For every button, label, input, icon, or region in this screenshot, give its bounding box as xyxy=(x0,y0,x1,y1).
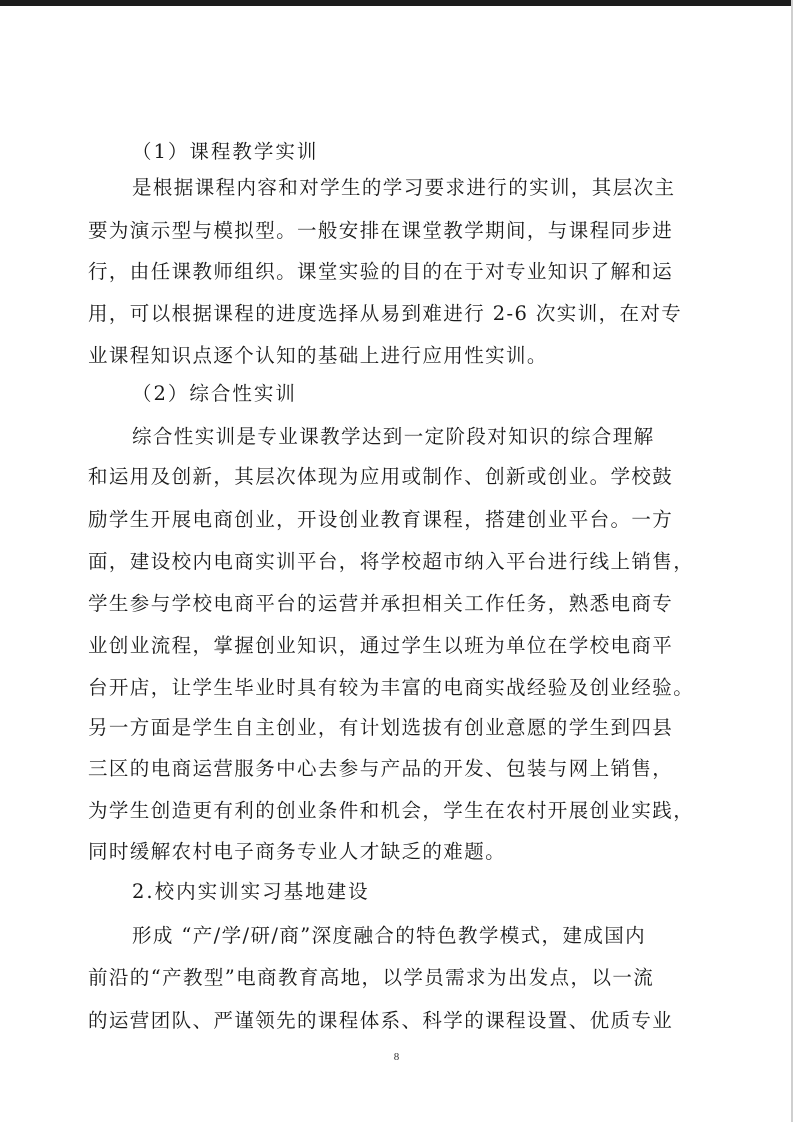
paragraph-line: 三区的电商运营服务中心去参与产品的开发、包装与网上销售， xyxy=(88,757,674,780)
paragraph-line: 综合性实训是专业课教学达到一定阶段对知识的综合理解 xyxy=(132,425,655,448)
paragraph-line: 为学生创造更有利的创业条件和机会，学生在农村开展创业实践， xyxy=(88,799,695,822)
paragraph-line: 面，建设校内电商实训平台，将学校超市纳入平台进行线上销售， xyxy=(88,550,695,573)
paragraph-line: 形成 “产/学/研/商”深度融合的特色教学模式，建成国内 xyxy=(132,924,647,947)
section-heading: 2.校内实训实习基地建设 xyxy=(132,880,370,903)
paragraph-line: 的运营团队、严谨领先的课程体系、科学的课程设置、优质专业 xyxy=(88,1009,674,1032)
section-heading: （2）综合性实训 xyxy=(132,382,297,405)
paragraph-line: 前沿的“产教型”电商教育高地，以学员需求为出发点，以一流 xyxy=(88,966,655,989)
page-number: 8 xyxy=(393,1051,400,1063)
scan-top-edge xyxy=(0,0,793,6)
paragraph-line: 励学生开展电商创业，开设创业教育课程，搭建创业平台。一方 xyxy=(88,508,674,531)
section-heading: （1）课程教学实训 xyxy=(132,140,319,163)
paragraph-line: 学生参与学校电商平台的运营并承担相关工作任务，熟悉电商专 xyxy=(88,592,674,615)
paragraph-line: 台开店，让学生毕业时具有较为丰富的电商实战经验及创业经验。 xyxy=(88,676,695,699)
paragraph-line: 同时缓解农村电子商务专业人才缺乏的难题。 xyxy=(88,840,507,863)
paragraph-line: 另一方面是学生自主创业，有计划选拔有创业意愿的学生到四县 xyxy=(88,716,674,739)
paragraph-line: 要为演示型与模拟型。一般安排在课堂教学期间，与课程同步进 xyxy=(88,219,674,242)
paragraph-line: 用，可以根据课程的进度选择从易到难进行 2-6 次实训，在对专 xyxy=(88,302,683,325)
paragraph-line: 行，由任课教师组织。课堂实验的目的在于对专业知识了解和运 xyxy=(88,260,674,283)
paragraph-line: 业创业流程，掌握创业知识，通过学生以班为单位在学校电商平 xyxy=(88,634,674,657)
paragraph-line: 和运用及创新，其层次体现为应用或制作、创新或创业。学校鼓 xyxy=(88,465,674,488)
paragraph-line: 是根据课程内容和对学生的学习要求进行的实训，其层次主 xyxy=(132,176,676,199)
paragraph-line: 业课程知识点逐个认知的基础上进行应用性实训。 xyxy=(88,344,548,367)
